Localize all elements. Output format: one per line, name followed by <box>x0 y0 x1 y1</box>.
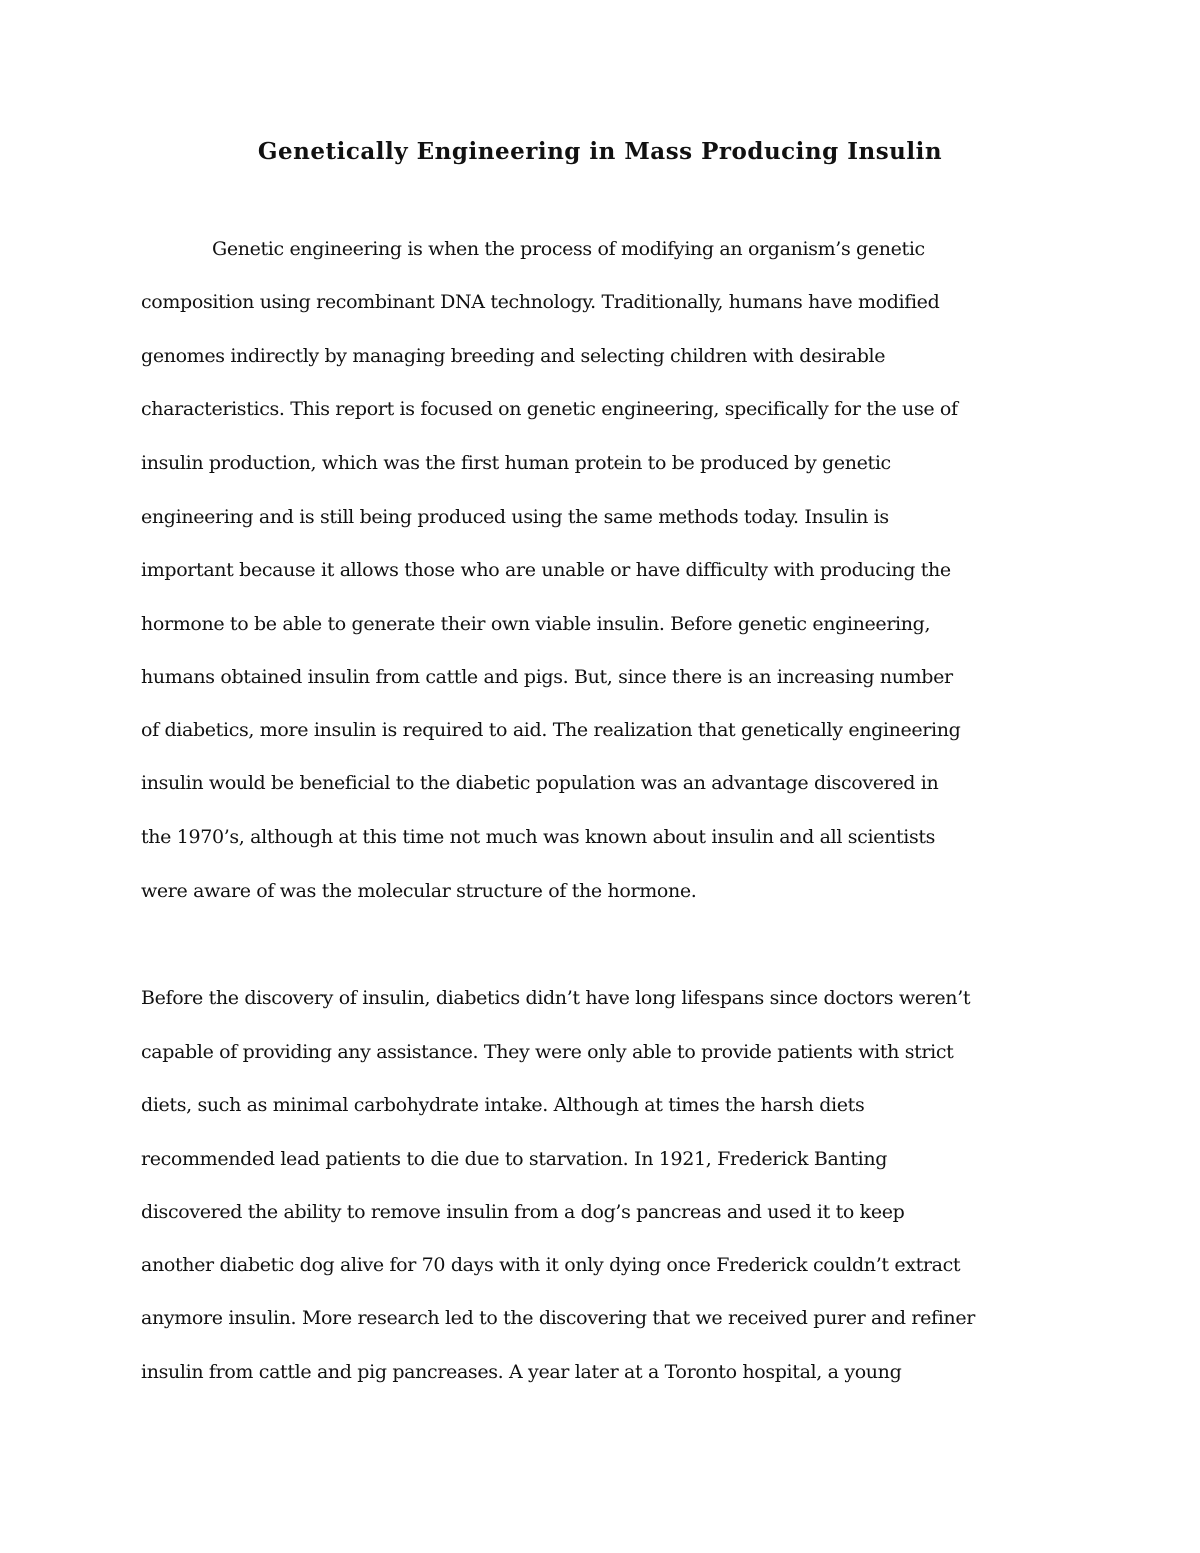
paragraph-2-line: capable of providing any assistance. They were only able to provide patients with strict <box>141 1041 954 1063</box>
paragraph-1-line: the 1970’s, although at this time not much was known about insulin and all scientists <box>141 826 936 848</box>
paragraph-1-line: important because it allows those who are unable or have difficulty with producing the <box>141 559 951 581</box>
paragraph-1-line: insulin production, which was the first human protein to be produced by genetic <box>141 452 891 474</box>
paragraph-2-line: discovered the ability to remove insulin from a dog’s pancreas and used it to keep <box>141 1201 905 1223</box>
paragraph-1-line: of diabetics, more insulin is required to aid. The realization that genetically engineering <box>141 719 961 741</box>
paragraph-1-line: engineering and is still being produced using the same methods today. Insulin is <box>141 506 889 528</box>
paragraph-1-line: Genetic engineering is when the process of modifying an organism’s genetic <box>212 238 925 260</box>
paragraph-1-line: humans obtained insulin from cattle and pigs. But, since there is an increasing number <box>141 666 953 688</box>
paragraph-1-line: were aware of was the molecular structure of the hormone. <box>141 880 697 902</box>
paragraph-2-line: Before the discovery of insulin, diabetics didn’t have long lifespans since doctors weren’t <box>141 987 971 1009</box>
paragraph-1-line: genomes indirectly by managing breeding and selecting children with desirable <box>141 345 886 367</box>
paragraph-1-line: characteristics. This report is focused on genetic engineering, specifically for the use of <box>141 398 958 420</box>
paragraph-2-line: recommended lead patients to die due to starvation. In 1921, Frederick Banting <box>141 1148 888 1170</box>
document-title: Genetically Engineering in Mass Producing Insulin <box>257 138 943 165</box>
paragraph-1-line: insulin would be beneficial to the diabetic population was an advantage discovered in <box>141 772 939 794</box>
paragraph-2-line: anymore insulin. More research led to the discovering that we received purer and refiner <box>141 1307 975 1329</box>
paragraph-2-line: another diabetic dog alive for 70 days with it only dying once Frederick couldn’t extract <box>141 1254 961 1276</box>
paragraph-2-line: insulin from cattle and pig pancreases. A year later at a Toronto hospital, a young <box>141 1361 902 1383</box>
paragraph-1-line: hormone to be able to generate their own viable insulin. Before genetic engineering, <box>141 613 931 635</box>
paragraph-1-line: composition using recombinant DNA technology. Traditionally, humans have modified <box>141 291 940 313</box>
paragraph-2-line: diets, such as minimal carbohydrate intake. Although at times the harsh diets <box>141 1094 865 1116</box>
